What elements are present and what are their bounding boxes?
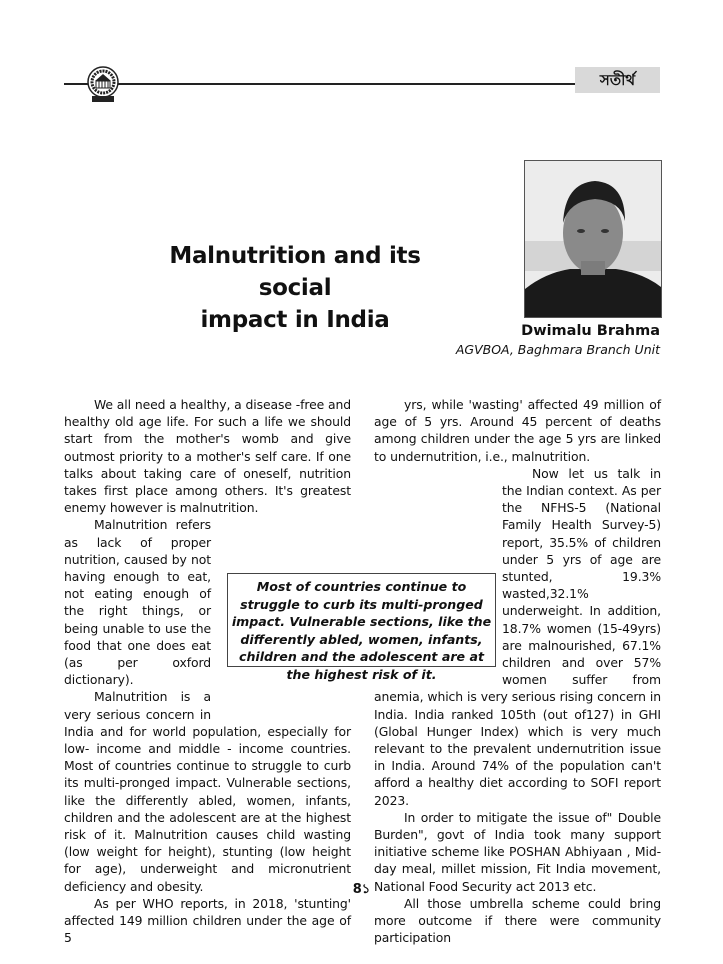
paragraph: As per WHO reports, in 2018, 'stunting' affected 149 million children under the age of 5	[64, 895, 351, 946]
paragraph: Now let us talk in the Indian context. As per the NFHS-5 (National Family Health Survey-5) report, 35.5% of children under 5 yrs of age are stunted, 19.3% wasted,32.1% underweight. In addition, 18.7% women (15-49yrs) are malnourished, 67.1% children and over 57% women suffer from anemia, which is very serious rising concern in India. India ranked 105th (out of127) in GHI (Global Hunger Index) which is very much relevant to the prevalent undernutrition issue in India. Around 74% of the population can't afford a healthy diet according to SOFI report 2023.	[374, 465, 661, 808]
section-tag: সতীৰ্থ	[575, 67, 660, 93]
author-name: Dwimalu Brahma	[521, 323, 660, 339]
association-seal-logo-icon	[87, 66, 119, 104]
pull-quote: Most of countries continue to struggle to curb its multi-pronged impact. Vulnerable sections, like the differently abled, women, infants, children and the adolescent are at the highest risk of it.	[227, 573, 496, 667]
paragraph: Malnutrition refers as lack of proper nutrition, caused by not having enough to eat, not eating enough of the right things, or being unable to use the food that one does eat (as per oxford dictionary).	[64, 517, 211, 688]
paragraph: Malnutrition is a very serious concern in India and for world population, especially for low- income and middle - income countries. Most of countries continue to struggle to curb its multi-pronged impact. Vulnerable sections, like the differently abled, women, infants, children and the adolescent are at the highest risk of it. Malnutrition causes child wasting (low weight for height), stunting (low height for age), underweight and micronutrient deficiency and obesity.	[64, 689, 351, 894]
page-number: 8১	[352, 882, 371, 897]
header-rule	[64, 83, 576, 85]
title-line-2: impact in India	[200, 307, 390, 333]
paragraph: All those umbrella scheme could bring more outcome if there were community participation	[374, 895, 661, 946]
author-portrait-photo	[524, 160, 662, 318]
paragraph: In order to mitigate the issue of" Double Burden", govt of India took many support initiative scheme like POSHAN Abhiyaan , Mid-day meal, millet mission, Fit India movement, National Food Security act 2013 etc.	[374, 809, 661, 894]
paragraph: yrs, while 'wasting' affected 49 million of age of 5 yrs. Around 45 percent of deaths among children under the age 5 yrs are linked to undernutrition, i.e., malnutrition.	[374, 397, 661, 464]
article-title	[130, 240, 460, 336]
title-line-1: Malnutrition and its social	[169, 243, 421, 301]
author-byline	[456, 321, 660, 359]
paragraph: We all need a healthy, a disease -free and healthy old age life. For such a life we should start from the mother's womb and give outmost priority to a mother's self care. If one talks about taking care of oneself, nutrition takes first place among others. It's greatest enemy however is malnutrition.	[64, 397, 351, 516]
author-affiliation: AGVBOA, Baghmara Branch Unit	[455, 342, 660, 357]
